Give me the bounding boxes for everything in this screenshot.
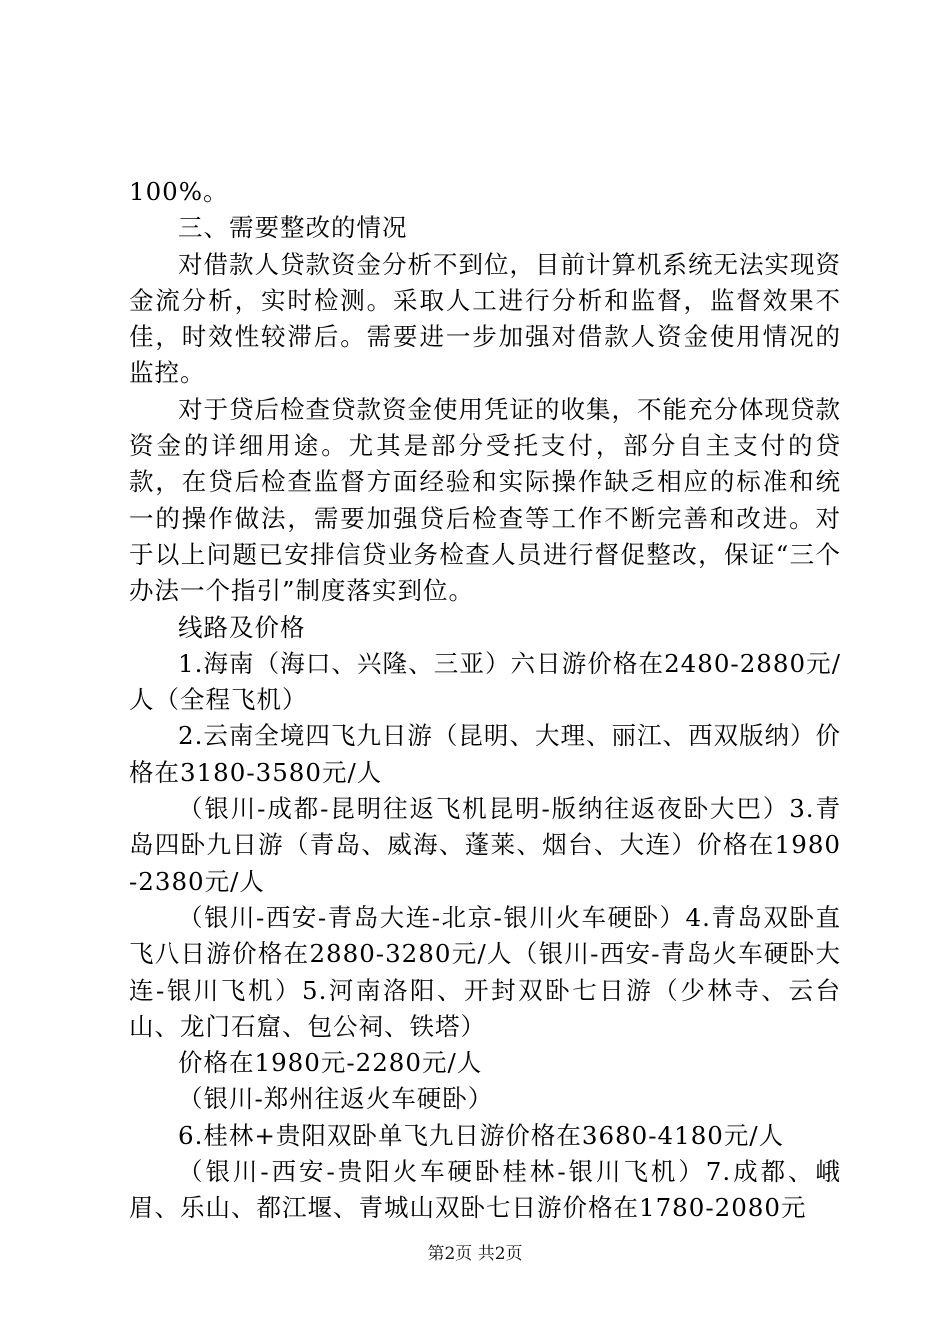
route-item: 2.云南全境四飞九日游（昆明、大理、丽江、西双版纳）价格在3180-3580元/人 [129,721,841,787]
paragraph: 对借款人贷款资金分析不到位，目前计算机系统无法实现资金流分析，实时检测。采取人工进行分析和监督，监督效果不佳，时效性较滞后。需要进一步加强对借款人资金使用情况的监控。 [129,249,841,388]
route-item: （银川-西安-贵阳火车硬卧桂林-银川飞机）7.成都、峨眉、乐山、都江堰、青城山双卧七日游价格在1780-2080元 [129,1157,841,1223]
route-item: （银川-西安-青岛大连-北京-银川火车硬卧）4.青岛双卧直飞八日游价格在2880-3280元/人（银川-西安-青岛火车硬卧大连-银川飞机）5.河南洛阳、开封双卧七日游（少林寺、云台山、龙门石窟、包公祠、铁塔） [129,902,841,1041]
paragraph: 100%。 [129,177,229,206]
section-heading: 线路及价格 [178,612,306,642]
document-body [129,174,841,1227]
route-item: 6.桂林+贵阳双卧单飞九日游价格在3680-4180元/人 [178,1120,785,1150]
route-item: 1.海南（海口、兴隆、三亚）六日游价格在2480-2880元/人（全程飞机） [129,648,841,715]
route-item: 价格在1980元-2280元/人 [178,1048,483,1078]
route-item: （银川-成都-昆明往返飞机昆明-版纳往返夜卧大巴）3.青岛四卧九日游（青岛、威海、蓬莱、烟台、大连）价格在1980-2380元/人 [129,794,841,896]
route-item: （银川-郑州往返火车硬卧） [178,1084,494,1114]
section-heading: 三、需要整改的情况 [178,213,408,243]
page-footer: 第2页 共2页 [427,1244,523,1264]
paragraph: 对于贷后检查贷款资金使用凭证的收集，不能充分体现贷款资金的详细用途。尤其是部分受托支付，部分自主支付的贷款，在贷后检查监督方面经验和实际操作缺乏相应的标准和统一的操作做法，需要加强贷后检查等工作不断完善和改进。对于以上问题已安排信贷业务检查人员进行督促整改，保证“三个办法一个指引”制度落实到位。 [129,394,841,606]
